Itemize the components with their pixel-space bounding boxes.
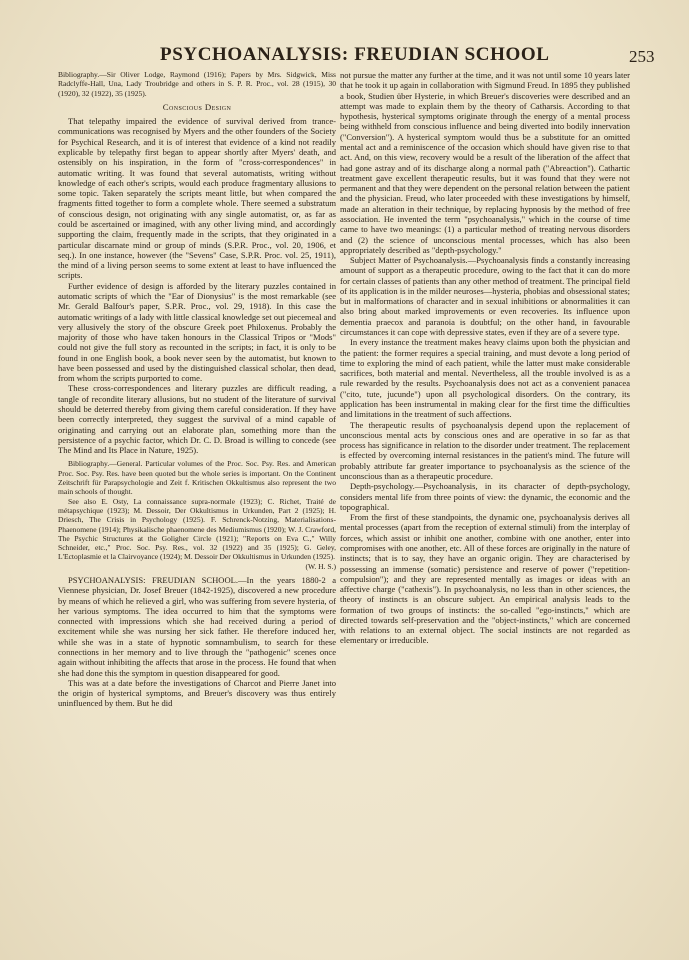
paragraph-therapeutic-results: The therapeutic results of psychoanalysis depend upon the replacement of unconscious mental acts by conscious ones and are operative in so far as that process has significance in relation to the disorder under treatment. The replacement is effected by overcoming internal resistances in the patient's mind. The future will probably attribute far greater importance to psychoanalysis as the science of the unconscious than as a therapeutic procedure. bbox=[340, 419, 630, 481]
paragraph-studien-hysterie: not pursue the matter any further at the time, and it was not until some 10 years later that he took it up again in collaboration with Sigmund Freud. In 1895 they published a book, Studien über Hysterie, in which Breuer's discoveries were described and an attempt was made to explain them by the theory of Catharsis. According to that hypothesis, hysterical symptoms originate through the energy of a mental process being withheld from conscious influence and being diverted into bodily innervation ("Conversion"). A hysterical symptom would thus be a substitute for an omitted mental act and a reminiscence of the occasion which should have given rise to that act. And, on this view, recovery would be a result of the liberation of the affect that had gone astray and of its discharge along a normal path ("Abreaction"). Cathartic treatment gave excellent therapeutic results, but it was found that they were not permanent and that they were dependent on the personal relation between the patient and the physician. Freud, who later proceeded with these investigations by himself, made an alteration in their technique, by replacing hypnosis by the method of free association. He invented the term "psychoanalysis," which in the course of time came to have two meanings: (1) a particular method of treating nervous disorders and (2) the science of unconscious mental processes, which has also been appropriately described as "depth-psychology." bbox=[340, 70, 630, 255]
right-column bbox=[340, 70, 630, 646]
section-heading-conscious-design: Conscious Design bbox=[162, 101, 232, 112]
bibliography-general: Bibliography.—General. Particular volumes of the Proc. Soc. Psy. Res. and American Proc. Soc. Psy. Res. have been quoted but the whole series is important. On the Continent Zeitschrift für Parapsychologie and Zeit f. Kritischen Okkultismus also represent the two main schools of thought. bbox=[58, 459, 336, 497]
paragraph-telepathy: That telepathy impaired the evidence of survival derived from trance-communications was recognised by Myers and the other founders of the Society for Psychical Research, and it is of interest that evidence of a kind not readily explicable by telepathy first began to appear shortly after Myers' death, and ostensibly on his inspiration, in the form of "cross-correspondences" in automatic writing. It was found that several automatists, writing without knowledge of each other's scripts, would each produce fragmentary allusions to some topic. Taken separately the scripts meant little, but when compared the fragments fitted together to form a complete whole. There seemed a substratum of conscious design, not originating with any single automatist, or, as far as could be ascertained or imagined, with any other living mind, and accordingly supporting the claim, frequently made in the scripts, that they originated in a particular discarnate mind or group of minds (S.P.R. Proc., vol. 20, 1906, et seq.). In one instance, however (the "Sevens" Case, S.P.R. Proc. vol. 25, 1911), the mind of a living person seems to some extent at least to have influenced the scripts. bbox=[58, 116, 336, 281]
bibliography-raymond: Bibliography.—Sir Oliver Lodge, Raymond (1916); Papers by Mrs. Sidgwick, Miss Radclyffe-Hall, Una, Lady Troubridge and others in S. P. R. Proc., vol. 28 (1915), 30 (1920), 32 (1922), 35 (1925). bbox=[58, 70, 336, 98]
paragraph-subject-matter: Subject Matter of Psychoanalysis.—Psychoanalysis finds a constantly increasing amount of support as a therapeutic procedure, owing to the fact that it can do more for certain classes of patients than any other method of treatment. The principal field of its application is in the milder neuroses—hysteria, phobias and obsessional states; but in malformations of character and in sexual inhibitions or abnormalities it can also bring about marked improvements or even recoveries. Its influence upon dementia praecox and paranoia is doubtful; on the other hand, in favourable circumstances it can cope with depressive states, even if they are of a severe type. bbox=[340, 255, 630, 338]
bibliography-see-also: See also E. Osty, La connaissance supra-normale (1923); C. Richet, Traité de métapsychique (1923); M. Dessoir, Der Okkultismus in Urkunden, Part 2 (1925); H. Driesch, The Crisis in Psychology (1925). F. Schrenck-Notzing, Materialisations-Phaenomene (1914); Physikalische phaenomene des Mediumismus (1920); W. J. Crawford, The Psychic Structures at the Goligher Circle (1921); "Reports on Eva C.," Willy Schneider, etc.," Proc. Soc. Psy. Res., vol. 32 (1922) and 35 (1925); G. Geley, L'Ectoplasmie et la Clairvoyance (1924); M. Dessoir Der Okkultismus in Urkunden (1925). bbox=[58, 496, 336, 562]
running-head: PSYCHOANALYSIS: FREUDIAN SCHOOL bbox=[160, 44, 550, 65]
paragraph-cross-correspondences: These cross-correspondences and literary puzzles are difficult reading, a tangle of recondite literary allusions, but no student of the literature of survival should be deterred thereby from giving them careful consideration. If they have been correctly interpreted, they suggest the survival of a mind capable of originating and carrying out an elaborate plan, something more than the persistence of a psychic factor, which Dr. C. D. Broad is willing to concede (see The Mind and Its Place in Nature, 1925). bbox=[58, 383, 336, 456]
left-column bbox=[58, 70, 336, 709]
paragraph-literary-puzzles: Further evidence of design is afforded by the literary puzzles contained in automatic scripts of which the "Ear of Dionysius" is the most remarkable (see Mr. Gerald Balfour's paper, S.P.R. Proc., vol. 29, 1918). In this case the automatic writings of a lady with little classical knowledge set out piecemeal and very allusively the story of the obscure Greek poet Philoxenus. Probably the majority of those who have taken honours in the Classical Tripos or "Mods" could not give the full story as recounted in the scripts; in fact, it is only to be found in one English book, a book never seen by the automatist, but known to have been possessed and used by the distinguished classical scholar, then dead, from whom the scripts purported to come. bbox=[58, 280, 336, 384]
paragraph-psychoanalysis-intro: PSYCHOANALYSIS: FREUDIAN SCHOOL.—In the years 1880-2 a Viennese physician, Dr. Josef Breuer (1842-1925), discovered a new procedure by means of which he relieved a girl, who was suffering from severe hysteria, of her various symptoms. The idea occurred to him that the symptoms were connected with impressions which she had received during a period of excitement while she was nursing her sick father. He therefore induced her, while she was in a state of hypnotic somnambulism, to search for these connections in her memory and to live through the "pathogenic" scenes once again without inhibiting the affects that arose in the process. He found that when she had done this the symptom in question disappeared for good. bbox=[58, 575, 336, 678]
paragraph-depth-psychology: Depth-psychology.—Psychoanalysis, in its character of depth-psychology, considers mental life from three points of view: the dynamic, the economic and the topographical. bbox=[340, 481, 630, 512]
page-header bbox=[0, 44, 689, 68]
article-author-initials: (W. H. S.) bbox=[305, 561, 336, 571]
paragraph-treatment-claims: In every instance the treatment makes heavy claims upon both the physician and the patient: the former requires a special training, and must devote a long period of time to exploring the mind of each patient, while the latter must make considerable sacrifices, both material and mental. Nevertheless, all the trouble involved is as a rule rewarded by the results. Psychoanalysis does not act as a convenient panacea ("cito, tute, jucunde") upon all psychological disorders. On the contrary, its application has been instrumental in making clear for the first time the difficulties and limitations in the treatment of such affections. bbox=[340, 337, 630, 420]
page-number: 253 bbox=[629, 47, 655, 66]
paragraph-dynamic-standpoint: From the first of these standpoints, the dynamic one, psychoanalysis derives all mental processes (apart from the reception of external stimuli) from the interplay of forces, which assist or inhibit one another, combine with one another, enter into compromises with one another, etc. All of these forces are originally in the nature of instincts; that is to say, they have an organic origin. They are characterised by possessing an immense (somatic) persistence and reserve of power ("repetition-compulsion"); and they are represented mentally as images or ideas with an affective charge ("cathexis"). In psychoanalysis, no less than in other sciences, the theory of instincts is an obscure subject. An empirical analysis leads to the formation of two groups of instincts: the so-called "ego-instincts," which are directed towards self-preservation and the "object-instincts," which are concerned with relations to an external object. The social instincts are not regarded as elementary or irreducible. bbox=[340, 512, 630, 646]
paragraph-charcot-janet: This was at a date before the investigations of Charcot and Pierre Janet into the origin of hysterical symptoms, and Breuer's discovery was thus entirely uninfluenced by them. But he did bbox=[58, 677, 336, 709]
